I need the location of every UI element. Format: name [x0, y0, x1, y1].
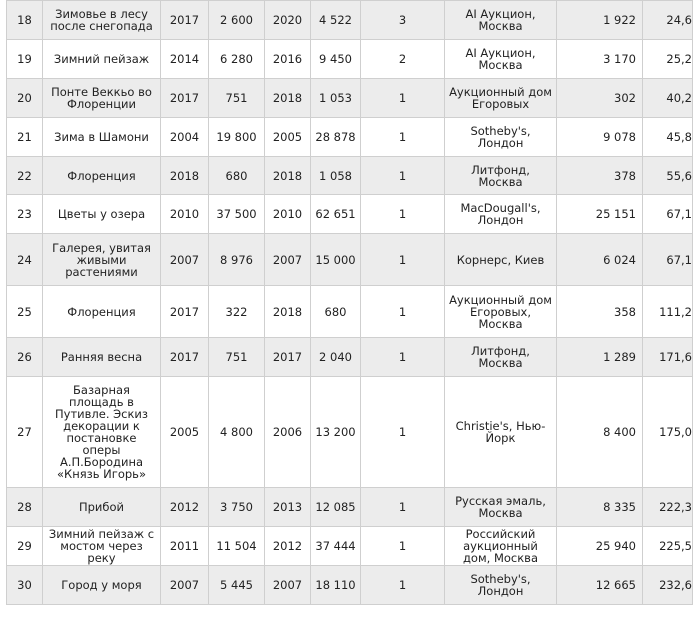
table-row: [7, 488, 693, 527]
cell-sale-price: 1 058: [311, 157, 361, 195]
cell-title: Зимовье в лесу после снегопада: [43, 1, 161, 40]
cell-auction-house: AI Аукцион, Москва: [445, 1, 557, 40]
cell-number: 30: [7, 566, 43, 605]
cell-auction-house: Аукционный дом Егоровых: [445, 79, 557, 118]
cell-purchase-year: 2014: [161, 40, 209, 79]
cell-sale-price: 28 878: [311, 118, 361, 157]
cell-growth-percent: 40,2: [643, 79, 693, 118]
cell-number: 20: [7, 79, 43, 118]
cell-auction-house: MacDougall's, Лондон: [445, 195, 557, 234]
cell-purchase-price: 5 445: [209, 566, 265, 605]
cell-sale-year: 2012: [265, 527, 311, 566]
cell-price-difference: 3 170: [557, 40, 643, 79]
cell-sale-price: 62 651: [311, 195, 361, 234]
cell-sales-count: 1: [361, 566, 445, 605]
cell-sale-year: 2013: [265, 488, 311, 527]
table-row: [7, 377, 693, 488]
cell-number: 28: [7, 488, 43, 527]
cell-price-difference: 25 940: [557, 527, 643, 566]
cell-purchase-year: 2007: [161, 234, 209, 286]
cell-purchase-year: 2007: [161, 566, 209, 605]
cell-sale-price: 13 200: [311, 377, 361, 488]
cell-purchase-year: 2011: [161, 527, 209, 566]
cell-price-difference: 8 400: [557, 377, 643, 488]
cell-sales-count: 1: [361, 118, 445, 157]
cell-sale-price: 37 444: [311, 527, 361, 566]
cell-title: Базарная площадь в Путивле. Эскиз декорации к постановке оперы А.П.Бородина «Князь Игорь»: [43, 377, 161, 488]
cell-sale-year: 2017: [265, 338, 311, 377]
cell-growth-percent: 175,0: [643, 377, 693, 488]
cell-growth-percent: 171,6: [643, 338, 693, 377]
cell-sale-year: 2018: [265, 79, 311, 118]
cell-number: 23: [7, 195, 43, 234]
cell-growth-percent: 55,6: [643, 157, 693, 195]
cell-auction-house: Литфонд, Москва: [445, 157, 557, 195]
cell-purchase-price: 322: [209, 286, 265, 338]
cell-sales-count: 1: [361, 195, 445, 234]
cell-auction-house: Российский аукционный дом, Москва: [445, 527, 557, 566]
cell-title: Флоренция: [43, 157, 161, 195]
cell-growth-percent: 67,1: [643, 234, 693, 286]
table-row: [7, 157, 693, 195]
cell-purchase-price: 4 800: [209, 377, 265, 488]
cell-sale-year: 2007: [265, 234, 311, 286]
cell-sales-count: 1: [361, 488, 445, 527]
cell-purchase-price: 680: [209, 157, 265, 195]
cell-purchase-price: 751: [209, 338, 265, 377]
table-row: [7, 286, 693, 338]
cell-price-difference: 6 024: [557, 234, 643, 286]
cell-purchase-price: 751: [209, 79, 265, 118]
cell-auction-house: Sotheby's, Лондон: [445, 118, 557, 157]
table-row: [7, 1, 693, 40]
cell-sales-count: 1: [361, 234, 445, 286]
cell-purchase-year: 2012: [161, 488, 209, 527]
cell-sale-price: 12 085: [311, 488, 361, 527]
cell-purchase-price: 19 800: [209, 118, 265, 157]
cell-purchase-year: 2017: [161, 338, 209, 377]
cell-sale-year: 2006: [265, 377, 311, 488]
cell-purchase-year: 2017: [161, 79, 209, 118]
cell-title: Ранняя весна: [43, 338, 161, 377]
cell-number: 25: [7, 286, 43, 338]
cell-auction-house: Christie's, Нью-Йорк: [445, 377, 557, 488]
cell-auction-house: AI Аукцион, Москва: [445, 40, 557, 79]
cell-sale-price: 1 053: [311, 79, 361, 118]
cell-sales-count: 1: [361, 157, 445, 195]
cell-title: Понте Веккьо во Флоренции: [43, 79, 161, 118]
cell-purchase-year: 2017: [161, 1, 209, 40]
cell-title: Зимний пейзаж с мостом через реку: [43, 527, 161, 566]
cell-title: Галерея, увитая живыми растениями: [43, 234, 161, 286]
cell-growth-percent: 67,1: [643, 195, 693, 234]
cell-sale-year: 2005: [265, 118, 311, 157]
cell-sale-year: 2007: [265, 566, 311, 605]
table-body: [7, 1, 693, 605]
cell-price-difference: 1 289: [557, 338, 643, 377]
cell-purchase-price: 37 500: [209, 195, 265, 234]
cell-title: Город у моря: [43, 566, 161, 605]
cell-sale-year: 2020: [265, 1, 311, 40]
cell-title: Зима в Шамони: [43, 118, 161, 157]
cell-sales-count: 1: [361, 527, 445, 566]
cell-number: 21: [7, 118, 43, 157]
cell-purchase-year: 2018: [161, 157, 209, 195]
cell-number: 27: [7, 377, 43, 488]
cell-sale-year: 2018: [265, 286, 311, 338]
cell-sale-price: 2 040: [311, 338, 361, 377]
cell-price-difference: 12 665: [557, 566, 643, 605]
cell-purchase-price: 3 750: [209, 488, 265, 527]
cell-sale-price: 15 000: [311, 234, 361, 286]
cell-sales-count: 1: [361, 377, 445, 488]
table-row: [7, 40, 693, 79]
cell-auction-house: Литфонд, Москва: [445, 338, 557, 377]
cell-purchase-year: 2004: [161, 118, 209, 157]
cell-sale-price: 4 522: [311, 1, 361, 40]
cell-number: 29: [7, 527, 43, 566]
cell-price-difference: 358: [557, 286, 643, 338]
cell-price-difference: 378: [557, 157, 643, 195]
cell-sales-count: 1: [361, 79, 445, 118]
cell-growth-percent: 222,3: [643, 488, 693, 527]
cell-auction-house: Sotheby's, Лондон: [445, 566, 557, 605]
table-row: [7, 118, 693, 157]
cell-growth-percent: 24,6: [643, 1, 693, 40]
cell-title: Прибой: [43, 488, 161, 527]
cell-growth-percent: 232,6: [643, 566, 693, 605]
table-row: [7, 79, 693, 118]
cell-sale-price: 9 450: [311, 40, 361, 79]
cell-purchase-year: 2017: [161, 286, 209, 338]
cell-price-difference: 25 151: [557, 195, 643, 234]
cell-sales-count: 3: [361, 1, 445, 40]
table-row: [7, 195, 693, 234]
cell-sale-year: 2010: [265, 195, 311, 234]
cell-auction-house: Корнерс, Киев: [445, 234, 557, 286]
cell-sale-year: 2016: [265, 40, 311, 79]
cell-title: Цветы у озера: [43, 195, 161, 234]
cell-auction-house: Аукционный дом Егоровых, Москва: [445, 286, 557, 338]
cell-price-difference: 302: [557, 79, 643, 118]
table-row: [7, 234, 693, 286]
table-row: [7, 338, 693, 377]
cell-sales-count: 1: [361, 286, 445, 338]
cell-price-difference: 8 335: [557, 488, 643, 527]
cell-sale-year: 2018: [265, 157, 311, 195]
cell-growth-percent: 225,5: [643, 527, 693, 566]
cell-purchase-price: 8 976: [209, 234, 265, 286]
cell-sale-price: 18 110: [311, 566, 361, 605]
cell-number: 22: [7, 157, 43, 195]
cell-number: 18: [7, 1, 43, 40]
cell-title: Зимний пейзаж: [43, 40, 161, 79]
cell-growth-percent: 45,8: [643, 118, 693, 157]
cell-growth-percent: 111,2: [643, 286, 693, 338]
cell-sales-count: 1: [361, 338, 445, 377]
cell-purchase-price: 6 280: [209, 40, 265, 79]
cell-number: 19: [7, 40, 43, 79]
table-row: [7, 566, 693, 605]
cell-auction-house: Русская эмаль, Москва: [445, 488, 557, 527]
auction-results-table: [6, 0, 693, 605]
cell-purchase-price: 11 504: [209, 527, 265, 566]
table-row: [7, 527, 693, 566]
cell-purchase-price: 2 600: [209, 1, 265, 40]
cell-number: 26: [7, 338, 43, 377]
cell-title: Флоренция: [43, 286, 161, 338]
cell-price-difference: 1 922: [557, 1, 643, 40]
cell-sale-price: 680: [311, 286, 361, 338]
cell-sales-count: 2: [361, 40, 445, 79]
cell-price-difference: 9 078: [557, 118, 643, 157]
cell-growth-percent: 25,2: [643, 40, 693, 79]
cell-purchase-year: 2005: [161, 377, 209, 488]
cell-purchase-year: 2010: [161, 195, 209, 234]
cell-number: 24: [7, 234, 43, 286]
